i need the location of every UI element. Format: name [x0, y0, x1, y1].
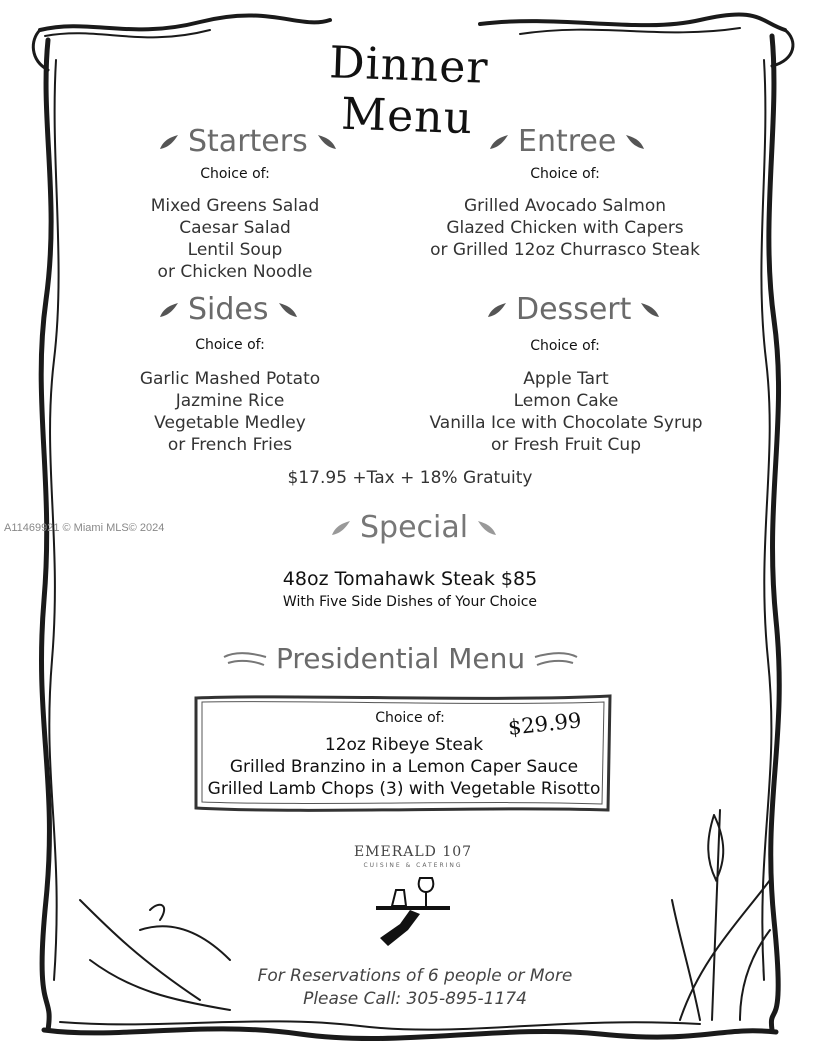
leaf-icon	[316, 131, 338, 153]
reservations-info	[230, 965, 600, 1011]
list-item: or Chicken Noodle	[157, 262, 313, 282]
leaf-icon	[639, 299, 661, 321]
leaf-icon	[158, 131, 180, 153]
leaf-icon	[277, 299, 299, 321]
list-item: Glazed Chicken with Capers	[446, 218, 684, 238]
presidential-price: $29.99	[506, 708, 583, 740]
logo-name: EMERALD 107	[353, 844, 473, 860]
presidential-heading	[222, 642, 579, 675]
dessert-items	[420, 368, 712, 456]
list-item: or French Fries	[167, 435, 293, 455]
reservations-line-1: For Reservations of 6 people or More	[257, 966, 573, 986]
list-item: Vanilla Ice with Chocolate Syrup	[429, 413, 703, 433]
swirl-icon	[533, 649, 579, 669]
leaf-icon	[488, 131, 510, 153]
list-item: Caesar Salad	[179, 218, 291, 238]
price-line: $17.95 +Tax + 18% Gratuity	[287, 468, 533, 488]
entree-heading-text: Entree	[518, 124, 617, 159]
watermark: A11469921 © Miami MLS© 2024	[4, 522, 165, 534]
list-item: or Fresh Fruit Cup	[491, 435, 641, 455]
list-item: Mixed Greens Salad	[150, 196, 320, 216]
leaf-icon	[486, 299, 508, 321]
leaf-icon	[476, 517, 498, 539]
presidential-items	[196, 734, 612, 800]
starters-heading	[158, 124, 338, 159]
list-item: Lemon Cake	[513, 391, 619, 411]
entree-items	[420, 195, 710, 261]
entree-heading	[488, 124, 646, 159]
list-item: Grilled Lamb Chops (3) with Vegetable Risotto	[207, 779, 601, 799]
waiter-tray-icon	[370, 872, 456, 948]
list-item: Jazmine Rice	[175, 391, 285, 411]
special-heading-text: Special	[360, 510, 469, 545]
special-main: 48oz Tomahawk Steak $85	[282, 568, 538, 590]
list-item: 12oz Ribeye Steak	[324, 735, 484, 755]
list-item: Garlic Mashed Potato	[139, 369, 321, 389]
special-heading	[330, 510, 498, 545]
swirl-icon	[222, 649, 268, 669]
dessert-heading	[486, 292, 661, 327]
dessert-heading-text: Dessert	[516, 292, 632, 327]
list-item: Vegetable Medley	[154, 413, 306, 433]
leaf-icon	[158, 299, 180, 321]
list-item: Grilled Branzino in a Lemon Caper Sauce	[229, 757, 579, 777]
sides-items	[125, 368, 335, 456]
page-title: Dinner Menu	[328, 37, 490, 145]
leaf-icon	[624, 131, 646, 153]
sides-heading-text: Sides	[188, 292, 269, 327]
leaf-icon	[330, 517, 352, 539]
list-item: Grilled Avocado Salmon	[463, 196, 667, 216]
logo-tagline: CUISINE & CATERING	[363, 862, 463, 869]
starters-choice-label: Choice of:	[200, 166, 270, 182]
sides-heading	[158, 292, 299, 327]
list-item: or Grilled 12oz Churrasco Steak	[430, 240, 700, 260]
list-item: Apple Tart	[523, 369, 609, 389]
presidential-choice-label: Choice of:	[375, 710, 445, 726]
special-sub: With Five Side Dishes of Your Choice	[282, 594, 538, 610]
entree-choice-label: Choice of:	[530, 166, 600, 182]
sides-choice-label: Choice of:	[195, 337, 265, 353]
dessert-choice-label: Choice of:	[530, 338, 600, 354]
starters-items	[130, 195, 340, 283]
starters-heading-text: Starters	[188, 124, 308, 159]
presidential-heading-text: Presidential Menu	[276, 642, 526, 675]
reservations-phone: Please Call: 305-895-1174	[303, 989, 527, 1009]
list-item: Lentil Soup	[187, 240, 283, 260]
